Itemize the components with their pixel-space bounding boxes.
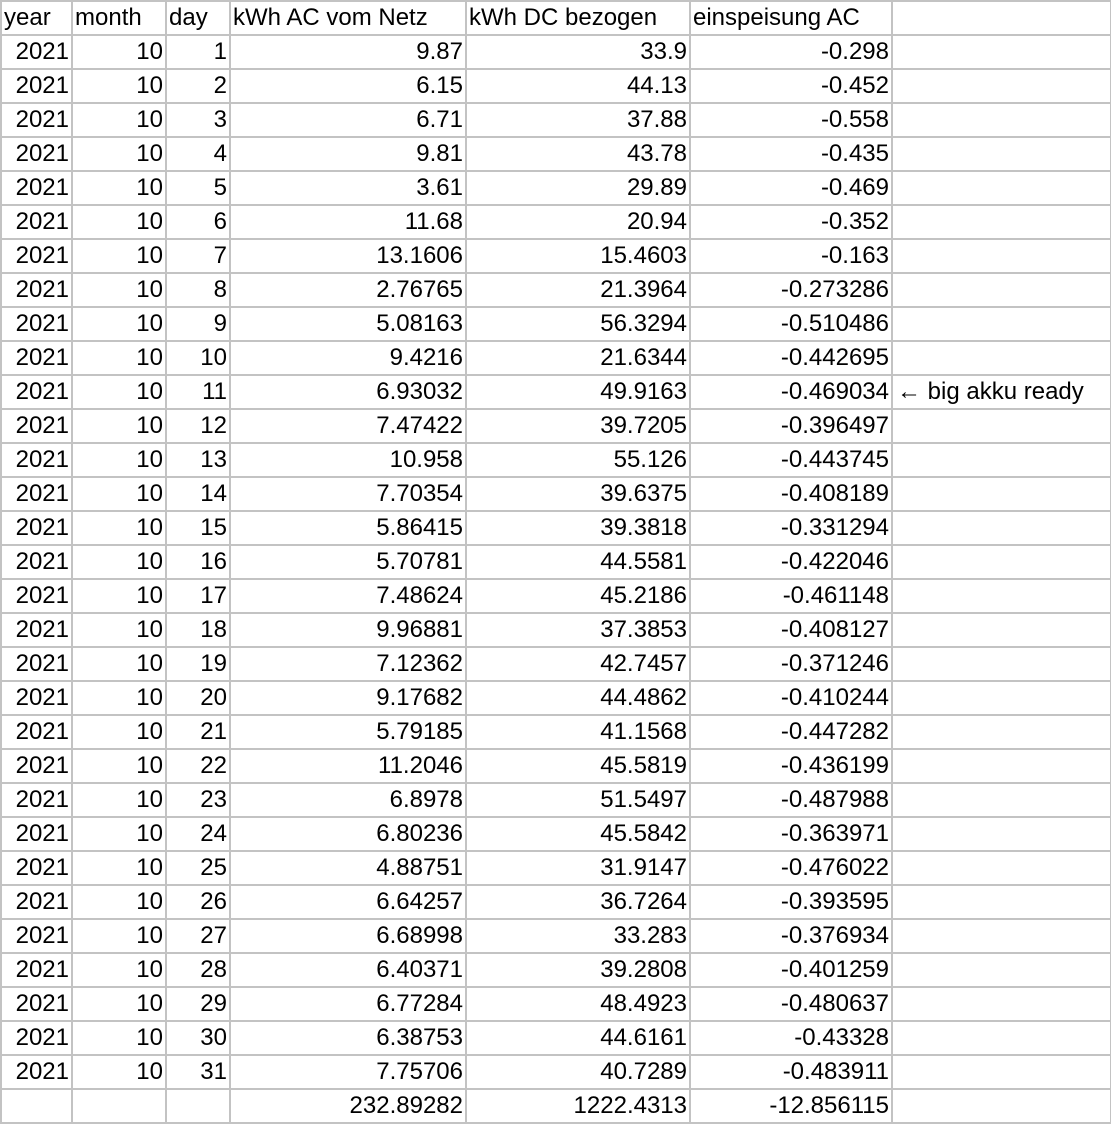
cell-day[interactable]: 7 <box>166 239 230 273</box>
cell-note[interactable] <box>892 749 1111 783</box>
cell-kwh-dc[interactable]: 43.78 <box>466 137 690 171</box>
cell-year[interactable]: 2021 <box>1 613 72 647</box>
cell-note[interactable] <box>892 341 1111 375</box>
cell-month[interactable]: 10 <box>72 715 166 749</box>
cell-kwh-ac[interactable]: 13.1606 <box>230 239 466 273</box>
cell-day[interactable]: 23 <box>166 783 230 817</box>
cell-kwh-dc[interactable]: 37.3853 <box>466 613 690 647</box>
cell-day[interactable]: 19 <box>166 647 230 681</box>
table-row <box>1 511 1111 545</box>
table-row <box>1 443 1111 477</box>
cell-note[interactable] <box>892 613 1111 647</box>
cell-note[interactable] <box>892 35 1111 69</box>
cell-note[interactable] <box>892 1021 1111 1055</box>
cell-kwh-ac[interactable]: 6.68998 <box>230 919 466 953</box>
cell-year[interactable]: 2021 <box>1 545 72 579</box>
cell-year[interactable]: 2021 <box>1 681 72 715</box>
cell-kwh-ac[interactable]: 6.38753 <box>230 1021 466 1055</box>
table-row <box>1 137 1111 171</box>
cell-day[interactable]: 17 <box>166 579 230 613</box>
cell-kwh-ac[interactable]: 9.81 <box>230 137 466 171</box>
cell-kwh-ac[interactable]: 5.79185 <box>230 715 466 749</box>
cell-kwh-ac[interactable]: 9.87 <box>230 35 466 69</box>
cell-einspeisung[interactable]: -0.408189 <box>690 477 892 511</box>
table-row <box>1 919 1111 953</box>
cell-kwh-dc[interactable]: 51.5497 <box>466 783 690 817</box>
cell-month[interactable]: 10 <box>72 205 166 239</box>
table-row <box>1 477 1111 511</box>
cell-day[interactable]: 10 <box>166 341 230 375</box>
cell-kwh-dc[interactable]: 41.1568 <box>466 715 690 749</box>
cell-kwh-dc[interactable]: 44.6161 <box>466 1021 690 1055</box>
cell-year[interactable]: 2021 <box>1 749 72 783</box>
cell-kwh-dc[interactable]: 44.5581 <box>466 545 690 579</box>
cell-kwh-dc[interactable]: 39.6375 <box>466 477 690 511</box>
cell-day[interactable]: 26 <box>166 885 230 919</box>
cell-month[interactable]: 10 <box>72 885 166 919</box>
header-cell-day[interactable]: day <box>166 1 230 35</box>
cell-month[interactable]: 10 <box>72 681 166 715</box>
cell-note[interactable] <box>892 715 1111 749</box>
cell-day[interactable]: 4 <box>166 137 230 171</box>
cell-kwh-dc[interactable]: 42.7457 <box>466 647 690 681</box>
cell-year[interactable]: 2021 <box>1 885 72 919</box>
cell-note[interactable]: ← big akku ready <box>892 375 1111 409</box>
cell-kwh-dc[interactable]: 44.4862 <box>466 681 690 715</box>
table-row <box>1 953 1111 987</box>
cell-year[interactable]: 2021 <box>1 851 72 885</box>
cell-note[interactable] <box>892 137 1111 171</box>
cell-month[interactable]: 10 <box>72 817 166 851</box>
cell-day[interactable]: 11 <box>166 375 230 409</box>
cell-year[interactable]: 2021 <box>1 205 72 239</box>
table-row <box>1 273 1111 307</box>
cell-note[interactable] <box>892 69 1111 103</box>
table-row <box>1 171 1111 205</box>
cell-einspeisung[interactable]: -0.393595 <box>690 885 892 919</box>
cell-month[interactable]: 10 <box>72 239 166 273</box>
cell-note[interactable] <box>892 239 1111 273</box>
total-cell-year[interactable] <box>1 1089 72 1123</box>
cell-day[interactable]: 12 <box>166 409 230 443</box>
cell-day[interactable]: 9 <box>166 307 230 341</box>
cell-month[interactable]: 10 <box>72 919 166 953</box>
cell-note[interactable] <box>892 1055 1111 1089</box>
cell-year[interactable]: 2021 <box>1 783 72 817</box>
cell-year[interactable]: 2021 <box>1 987 72 1021</box>
cell-kwh-ac[interactable]: 7.70354 <box>230 477 466 511</box>
table-row <box>1 817 1111 851</box>
cell-month[interactable]: 10 <box>72 511 166 545</box>
cell-note[interactable] <box>892 205 1111 239</box>
cell-year[interactable]: 2021 <box>1 477 72 511</box>
cell-einspeisung[interactable]: -0.461148 <box>690 579 892 613</box>
table-row <box>1 375 1111 409</box>
table-row <box>1 579 1111 613</box>
cell-einspeisung[interactable]: -0.352 <box>690 205 892 239</box>
cell-note[interactable] <box>892 885 1111 919</box>
cell-year[interactable]: 2021 <box>1 171 72 205</box>
header-cell-kwh-dc[interactable]: kWh DC bezogen <box>466 1 690 35</box>
table-row <box>1 987 1111 1021</box>
spreadsheet-body <box>1 1 1111 1123</box>
cell-kwh-ac[interactable]: 3.61 <box>230 171 466 205</box>
cell-kwh-dc[interactable]: 39.3818 <box>466 511 690 545</box>
cell-einspeisung[interactable]: -0.469 <box>690 171 892 205</box>
cell-note[interactable] <box>892 409 1111 443</box>
cell-day[interactable]: 27 <box>166 919 230 953</box>
cell-einspeisung[interactable]: -0.163 <box>690 239 892 273</box>
cell-kwh-ac[interactable]: 9.96881 <box>230 613 466 647</box>
cell-einspeisung[interactable]: -0.558 <box>690 103 892 137</box>
cell-kwh-dc[interactable]: 45.5842 <box>466 817 690 851</box>
cell-kwh-ac[interactable]: 5.70781 <box>230 545 466 579</box>
cell-einspeisung[interactable]: -0.410244 <box>690 681 892 715</box>
cell-note[interactable] <box>892 919 1111 953</box>
table-row <box>1 885 1111 919</box>
cell-month[interactable]: 10 <box>72 103 166 137</box>
cell-day[interactable]: 22 <box>166 749 230 783</box>
cell-kwh-ac[interactable]: 4.88751 <box>230 851 466 885</box>
cell-day[interactable]: 16 <box>166 545 230 579</box>
cell-note[interactable] <box>892 647 1111 681</box>
total-cell-month[interactable] <box>72 1089 166 1123</box>
cell-month[interactable]: 10 <box>72 647 166 681</box>
cell-kwh-dc[interactable]: 36.7264 <box>466 885 690 919</box>
cell-kwh-dc[interactable]: 49.9163 <box>466 375 690 409</box>
table-row <box>1 783 1111 817</box>
totals-row <box>1 1089 1111 1123</box>
cell-kwh-dc[interactable]: 45.5819 <box>466 749 690 783</box>
cell-month[interactable]: 10 <box>72 579 166 613</box>
cell-month[interactable]: 10 <box>72 783 166 817</box>
cell-month[interactable]: 10 <box>72 749 166 783</box>
cell-year[interactable]: 2021 <box>1 341 72 375</box>
cell-kwh-ac[interactable]: 9.4216 <box>230 341 466 375</box>
cell-kwh-dc[interactable]: 21.3964 <box>466 273 690 307</box>
cell-kwh-ac[interactable]: 6.80236 <box>230 817 466 851</box>
cell-month[interactable]: 10 <box>72 545 166 579</box>
cell-kwh-dc[interactable]: 45.2186 <box>466 579 690 613</box>
cell-einspeisung[interactable]: -0.452 <box>690 69 892 103</box>
cell-einspeisung[interactable]: -0.408127 <box>690 613 892 647</box>
cell-day[interactable]: 5 <box>166 171 230 205</box>
cell-day[interactable]: 30 <box>166 1021 230 1055</box>
cell-year[interactable]: 2021 <box>1 1021 72 1055</box>
table-row <box>1 205 1111 239</box>
cell-note[interactable] <box>892 103 1111 137</box>
cell-kwh-dc[interactable]: 48.4923 <box>466 987 690 1021</box>
cell-einspeisung[interactable]: -0.442695 <box>690 341 892 375</box>
cell-day[interactable]: 25 <box>166 851 230 885</box>
cell-year[interactable]: 2021 <box>1 443 72 477</box>
cell-kwh-ac[interactable]: 5.08163 <box>230 307 466 341</box>
table-row <box>1 1055 1111 1089</box>
cell-note[interactable] <box>892 953 1111 987</box>
cell-month[interactable]: 10 <box>72 613 166 647</box>
cell-einspeisung[interactable]: -0.363971 <box>690 817 892 851</box>
cell-day[interactable]: 13 <box>166 443 230 477</box>
cell-einspeisung[interactable]: -0.483911 <box>690 1055 892 1089</box>
cell-year[interactable]: 2021 <box>1 273 72 307</box>
table-row <box>1 681 1111 715</box>
cell-einspeisung[interactable]: -0.371246 <box>690 647 892 681</box>
cell-kwh-dc[interactable]: 37.88 <box>466 103 690 137</box>
cell-note[interactable] <box>892 511 1111 545</box>
cell-einspeisung[interactable]: -0.401259 <box>690 953 892 987</box>
cell-einspeisung[interactable]: -0.376934 <box>690 919 892 953</box>
cell-year[interactable]: 2021 <box>1 953 72 987</box>
cell-einspeisung[interactable]: -0.469034 <box>690 375 892 409</box>
cell-year[interactable]: 2021 <box>1 817 72 851</box>
cell-kwh-dc[interactable]: 56.3294 <box>466 307 690 341</box>
cell-kwh-ac[interactable]: 11.2046 <box>230 749 466 783</box>
cell-einspeisung[interactable]: -0.443745 <box>690 443 892 477</box>
cell-kwh-ac[interactable]: 6.15 <box>230 69 466 103</box>
cell-day[interactable]: 31 <box>166 1055 230 1089</box>
table-row <box>1 647 1111 681</box>
cell-kwh-dc[interactable]: 31.9147 <box>466 851 690 885</box>
cell-year[interactable]: 2021 <box>1 579 72 613</box>
cell-year[interactable]: 2021 <box>1 307 72 341</box>
cell-einspeisung[interactable]: -0.43328 <box>690 1021 892 1055</box>
cell-month[interactable]: 10 <box>72 477 166 511</box>
cell-year[interactable]: 2021 <box>1 409 72 443</box>
cell-kwh-ac[interactable]: 2.76765 <box>230 273 466 307</box>
cell-kwh-dc[interactable]: 21.6344 <box>466 341 690 375</box>
cell-day[interactable]: 18 <box>166 613 230 647</box>
cell-kwh-dc[interactable]: 55.126 <box>466 443 690 477</box>
cell-note[interactable] <box>892 171 1111 205</box>
cell-note[interactable] <box>892 681 1111 715</box>
cell-month[interactable]: 10 <box>72 137 166 171</box>
table-row <box>1 851 1111 885</box>
cell-kwh-dc[interactable]: 20.94 <box>466 205 690 239</box>
total-cell-kwh-ac[interactable]: 232.89282 <box>230 1089 466 1123</box>
cell-year[interactable]: 2021 <box>1 137 72 171</box>
cell-note[interactable] <box>892 783 1111 817</box>
cell-day[interactable]: 29 <box>166 987 230 1021</box>
table-row <box>1 715 1111 749</box>
cell-note[interactable] <box>892 987 1111 1021</box>
cell-month[interactable]: 10 <box>72 375 166 409</box>
cell-day[interactable]: 21 <box>166 715 230 749</box>
cell-einspeisung[interactable]: -0.273286 <box>690 273 892 307</box>
cell-day[interactable]: 3 <box>166 103 230 137</box>
cell-kwh-ac[interactable]: 9.17682 <box>230 681 466 715</box>
cell-month[interactable]: 10 <box>72 987 166 1021</box>
cell-month[interactable]: 10 <box>72 1055 166 1089</box>
cell-kwh-dc[interactable]: 39.2808 <box>466 953 690 987</box>
table-row <box>1 341 1111 375</box>
table-row <box>1 749 1111 783</box>
cell-kwh-ac[interactable]: 6.40371 <box>230 953 466 987</box>
cell-year[interactable]: 2021 <box>1 1055 72 1089</box>
table-row <box>1 69 1111 103</box>
cell-einspeisung[interactable]: -0.331294 <box>690 511 892 545</box>
cell-kwh-ac[interactable]: 6.93032 <box>230 375 466 409</box>
cell-einspeisung[interactable]: -0.422046 <box>690 545 892 579</box>
total-cell-einspeisung[interactable]: -12.856115 <box>690 1089 892 1123</box>
header-cell-year[interactable]: year <box>1 1 72 35</box>
cell-month[interactable]: 10 <box>72 341 166 375</box>
cell-kwh-ac[interactable]: 6.8978 <box>230 783 466 817</box>
cell-kwh-ac[interactable]: 7.75706 <box>230 1055 466 1089</box>
total-cell-day[interactable] <box>166 1089 230 1123</box>
cell-kwh-dc[interactable]: 29.89 <box>466 171 690 205</box>
cell-note[interactable] <box>892 273 1111 307</box>
cell-month[interactable]: 10 <box>72 1021 166 1055</box>
cell-day[interactable]: 20 <box>166 681 230 715</box>
cell-kwh-ac[interactable]: 6.71 <box>230 103 466 137</box>
cell-kwh-ac[interactable]: 10.958 <box>230 443 466 477</box>
cell-note[interactable] <box>892 443 1111 477</box>
cell-kwh-dc[interactable]: 44.13 <box>466 69 690 103</box>
cell-year[interactable]: 2021 <box>1 239 72 273</box>
cell-kwh-ac[interactable]: 6.64257 <box>230 885 466 919</box>
cell-note[interactable] <box>892 545 1111 579</box>
cell-kwh-dc[interactable]: 33.9 <box>466 35 690 69</box>
cell-note[interactable] <box>892 579 1111 613</box>
cell-einspeisung[interactable]: -0.487988 <box>690 783 892 817</box>
cell-day[interactable]: 28 <box>166 953 230 987</box>
cell-month[interactable]: 10 <box>72 35 166 69</box>
table-row <box>1 307 1111 341</box>
cell-kwh-ac[interactable]: 6.77284 <box>230 987 466 1021</box>
cell-einspeisung[interactable]: -0.298 <box>690 35 892 69</box>
cell-einspeisung[interactable]: -0.396497 <box>690 409 892 443</box>
table-row <box>1 35 1111 69</box>
cell-year[interactable]: 2021 <box>1 103 72 137</box>
cell-month[interactable]: 10 <box>72 171 166 205</box>
cell-note[interactable] <box>892 851 1111 885</box>
cell-kwh-ac[interactable]: 7.48624 <box>230 579 466 613</box>
cell-year[interactable]: 2021 <box>1 69 72 103</box>
cell-kwh-ac[interactable]: 5.86415 <box>230 511 466 545</box>
cell-month[interactable]: 10 <box>72 307 166 341</box>
table-row <box>1 103 1111 137</box>
cell-kwh-dc[interactable]: 33.283 <box>466 919 690 953</box>
cell-day[interactable]: 6 <box>166 205 230 239</box>
header-cell-einspeisung[interactable]: einspeisung AC <box>690 1 892 35</box>
cell-month[interactable]: 10 <box>72 273 166 307</box>
cell-day[interactable]: 8 <box>166 273 230 307</box>
cell-year[interactable]: 2021 <box>1 35 72 69</box>
cell-kwh-dc[interactable]: 15.4603 <box>466 239 690 273</box>
cell-year[interactable]: 2021 <box>1 375 72 409</box>
table-row <box>1 1021 1111 1055</box>
total-cell-kwh-dc[interactable]: 1222.4313 <box>466 1089 690 1123</box>
header-row <box>1 1 1111 35</box>
cell-day[interactable]: 15 <box>166 511 230 545</box>
cell-year[interactable]: 2021 <box>1 919 72 953</box>
total-cell-note[interactable] <box>892 1089 1111 1123</box>
cell-month[interactable]: 10 <box>72 443 166 477</box>
cell-month[interactable]: 10 <box>72 69 166 103</box>
header-cell-kwh-ac[interactable]: kWh AC vom Netz <box>230 1 466 35</box>
table-row <box>1 409 1111 443</box>
cell-month[interactable]: 10 <box>72 851 166 885</box>
cell-year[interactable]: 2021 <box>1 511 72 545</box>
header-cell-empty[interactable] <box>892 1 1111 35</box>
cell-kwh-ac[interactable]: 7.12362 <box>230 647 466 681</box>
header-cell-month[interactable]: month <box>72 1 166 35</box>
cell-einspeisung[interactable]: -0.436199 <box>690 749 892 783</box>
table-row <box>1 545 1111 579</box>
cell-note[interactable] <box>892 477 1111 511</box>
cell-year[interactable]: 2021 <box>1 715 72 749</box>
table-row <box>1 239 1111 273</box>
cell-day[interactable]: 14 <box>166 477 230 511</box>
cell-einspeisung[interactable]: -0.510486 <box>690 307 892 341</box>
cell-kwh-ac[interactable]: 7.47422 <box>230 409 466 443</box>
cell-einspeisung[interactable]: -0.435 <box>690 137 892 171</box>
cell-day[interactable]: 2 <box>166 69 230 103</box>
cell-month[interactable]: 10 <box>72 409 166 443</box>
table-row <box>1 613 1111 647</box>
cell-note[interactable] <box>892 307 1111 341</box>
cell-einspeisung[interactable]: -0.476022 <box>690 851 892 885</box>
cell-einspeisung[interactable]: -0.447282 <box>690 715 892 749</box>
cell-einspeisung[interactable]: -0.480637 <box>690 987 892 1021</box>
cell-year[interactable]: 2021 <box>1 647 72 681</box>
cell-month[interactable]: 10 <box>72 953 166 987</box>
cell-note[interactable] <box>892 817 1111 851</box>
cell-day[interactable]: 24 <box>166 817 230 851</box>
cell-kwh-dc[interactable]: 40.7289 <box>466 1055 690 1089</box>
cell-kwh-ac[interactable]: 11.68 <box>230 205 466 239</box>
cell-kwh-dc[interactable]: 39.7205 <box>466 409 690 443</box>
cell-day[interactable]: 1 <box>166 35 230 69</box>
